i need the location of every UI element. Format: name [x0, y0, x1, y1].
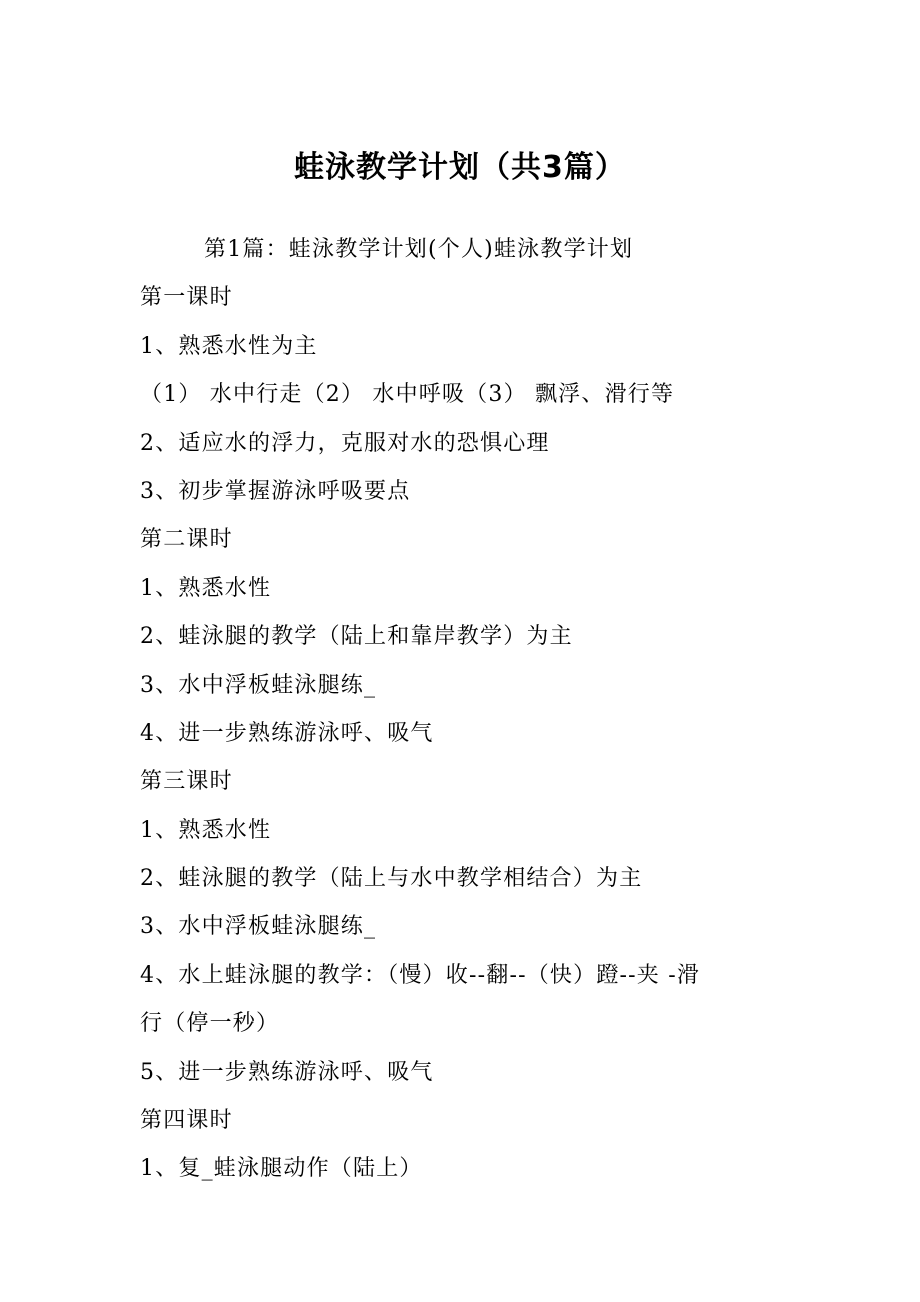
paragraph-line: 3、水中浮板蛙泳腿练_ [140, 672, 377, 698]
paragraph-line: 1、熟悉水性 [140, 575, 272, 601]
lesson-heading: 第四课时 [140, 1108, 233, 1134]
paragraph-line: 2、适应水的浮力，克服对水的恐惧心理 [140, 430, 550, 456]
paragraph-line: 1、复_蛙泳腿动作（陆上） [140, 1156, 423, 1182]
section-heading: 第1篇：蛙泳教学计划(个人)蛙泳教学计划 [204, 237, 634, 262]
paragraph-line: 3、初步掌握游泳呼吸要点 [140, 478, 411, 504]
document-title: 蛙泳教学计划（共3篇） [294, 150, 626, 185]
paragraph-line: 2、蛙泳腿的教学（陆上和靠岸教学）为主 [140, 624, 573, 650]
lesson-heading: 第一课时 [140, 285, 233, 311]
paragraph-line: 4、水上蛙泳腿的教学：（慢）收--翻--（快）蹬--夹 -滑 [140, 962, 701, 988]
paragraph-line: 1、熟悉水性 [140, 817, 272, 843]
paragraph-line: 3、水中浮板蛙泳腿练_ [140, 914, 377, 940]
lesson-heading: 第三课时 [140, 769, 233, 795]
paragraph-line: 行（停一秒） [140, 1011, 280, 1037]
lesson-heading: 第二课时 [140, 527, 233, 553]
paragraph-line: 4、进一步熟练游泳呼、吸气 [140, 720, 434, 746]
document-body [140, 226, 790, 1194]
paragraph-line: 1、熟悉水性为主 [140, 333, 318, 359]
paragraph-line: （1） 水中行走（2） 水中呼吸（3） 飘浮、滑行等 [140, 382, 675, 408]
paragraph-line: 2、蛙泳腿的教学（陆上与水中教学相结合）为主 [140, 866, 643, 892]
paragraph-line: 5、进一步熟练游泳呼、吸气 [140, 1059, 434, 1085]
